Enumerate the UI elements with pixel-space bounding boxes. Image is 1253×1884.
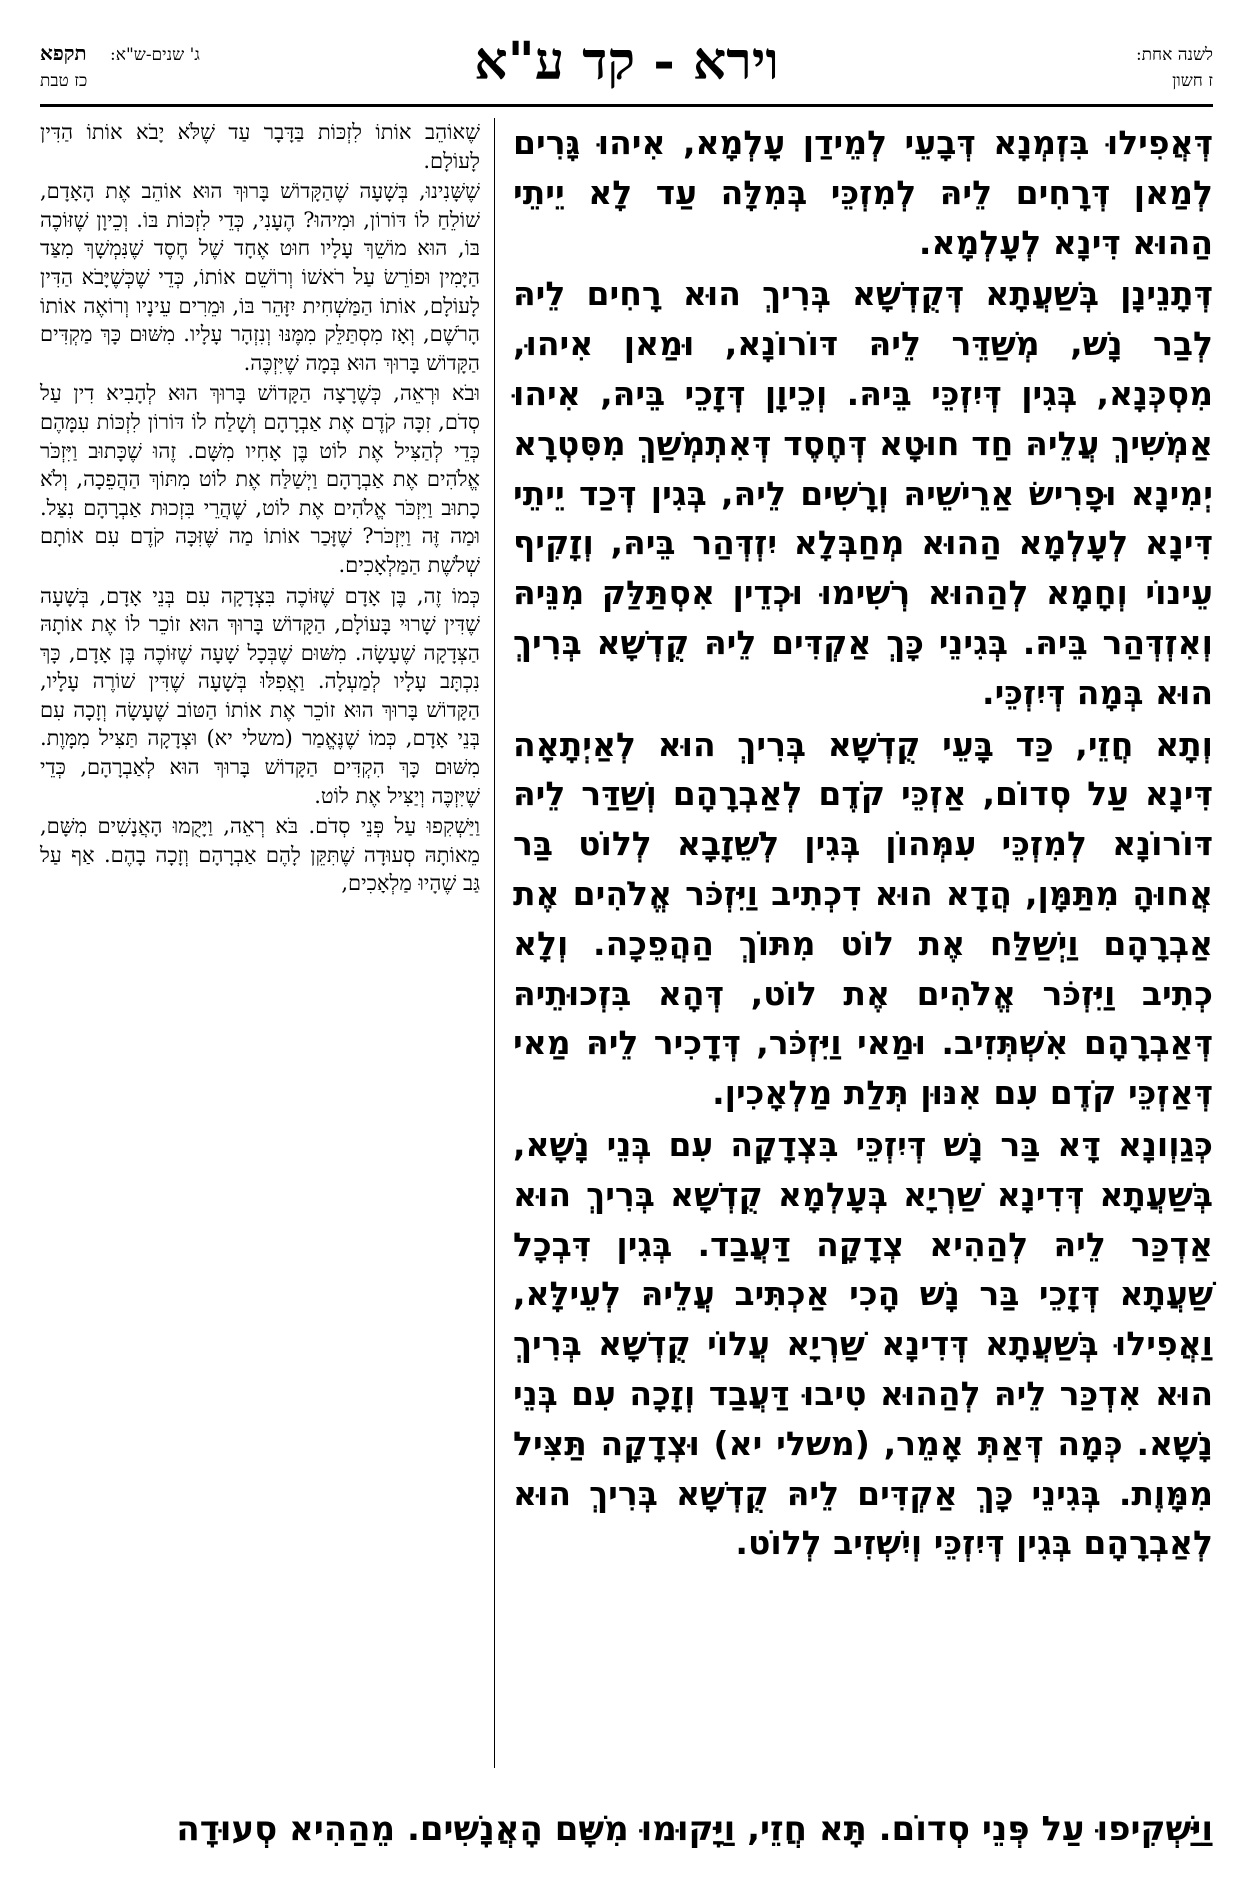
continuation-line: וַיַּשְׁקִיפוּ עַל פְּנֵי סְדוֹם. תָּא חֲזֵי, וַיָּקוּמוּ מִשָּׁם הָאֲנָשִׁים. מֵהַהִיא סְעוּדָה	[176, 1809, 1213, 1849]
aramaic-text-column	[513, 118, 1213, 1758]
schedule-label: לשנה אחת:	[1135, 45, 1213, 65]
paragraph: דְּתָנֵינָן בְּשַׁעֲתָא דְּקֻדְשָׁא בְּרִיךְ הוּא רָחִים לֵיהּ לְבַר נָשׁ, מְשַׁדֵּר לֵיהּ דּוֹרוֹנָא, וּמַאן אִיהוּ, מִסְכְּנָא, בְּגִין דְּיִזְכֵּי בֵּיהּ. וְכֵיוָן דְּזָכֵי בֵּיהּ, אִיהוּ אַמְשִׁיךְ עֲלֵיהּ חַד חוּטָא דְּחֶסֶד דְּאִתְמְשַׁךְ מִסִּטְרָא יְמִינָא וּפָרִישׂ אַרֵישֵׁיהּ וְרָשִׁים לֵיהּ, בְּגִין דְּכַד יֵיתֵי דִּינָא לְעָלְמָא הַהוּא מְחַבְּלָא יִזְדְּהַר בֵּיהּ, וְזָקִיף עֵינוֹי וְחָמָא לְהַהוּא רְשִׁימוּ וּכְדֵין אִסְתַּלַּק מִנֵּיהּ וְאִזְדְּהַר בֵּיהּ. בְּגִינֵי כָּךְ אַקְדִּים לֵיהּ קֻדְשָׁא בְּרִיךְ הוּא בְּמָה דְּיִזְכֵּי.	[513, 274, 1213, 712]
column-divider	[494, 118, 495, 1768]
paragraph: שֶׁשָּׁנִינוּ, בְּשָׁעָה שֶׁהַקָּדוֹשׁ בָּרוּךְ הוּא אוֹהֵב אֶת הָאָדָם, שׁוֹלֵחַ לוֹ דּוֹרוֹן, וּמִיהוּ? הֶעָנִי, כְּדֵי לִזְכּוֹת בּוֹ. וְכֵיוָן שֶׁזּוֹכֶה בּוֹ, הוּא מוֹשֵׁךְ עָלָיו חוּט אֶחָד שֶׁל חֶסֶד שֶׁנִּמְשָׁךְ מִצַּד הַיָּמִין וּפוֹרֵשׂ עַל רֹאשׁוֹ וְרוֹשֵׁם אוֹתוֹ, כְּדֵי שֶׁכְּשֶׁיָּבֹא הַדִּין לָעוֹלָם, אוֹתוֹ הַמַּשְׁחִית יִזָּהֵר בּוֹ, וּמֵרִים עֵינָיו וְרוֹאֶה אוֹתוֹ הָרֹשֶׁם, וְאָז מִסְתַּלֵּק מִמֶּנּוּ וְנִזְהָר עָלָיו. מִשּׁוּם כָּךְ מַקְדִּים הַקָּדוֹשׁ בָּרוּךְ הוּא בְּמָה שֶׁיִּזְכֶּה.	[40, 179, 480, 375]
hebrew-translation-column	[40, 118, 480, 1758]
schedule-date: כז טבת	[40, 71, 88, 91]
paragraph: כְּמוֹ זֶה, בֶּן אָדָם שֶׁזּוֹכֶה בִּצְדָקָה עִם בְּנֵי אָדָם, בְּשָׁעָה שֶׁדִּין שָׁרוּי בָּעוֹלָם, הַקָּדוֹשׁ בָּרוּךְ הוּא זוֹכֵר לוֹ אֶת אוֹתָהּ הַצְּדָקָה שֶׁעָשָׂה. מִשּׁוּם שֶׁבְּכָל שָׁעָה שֶׁזּוֹכֶה בֶּן אָדָם, כָּךְ נִכְתָּב עָלָיו לְמַעְלָה. וַאֲפִלּוּ בְּשָׁעָה שֶׁדִּין שׁוֹרֶה עָלָיו, הַקָּדוֹשׁ בָּרוּךְ הוּא זוֹכֵר אֶת אוֹתוֹ הַטּוֹב שֶׁעָשָׂה וְזָכָה עִם בְּנֵי אָדָם, כְּמוֹ שֶׁנֶּאֱמַר (משלי יא) וּצְדָקָה תַּצִּיל מִמָּוֶת. מִשּׁוּם כָּךְ הִקְדִּים הַקָּדוֹשׁ בָּרוּךְ הוּא לְאַבְרָהָם, כְּדֵי שֶׁיִּזְכֶּה וְיַצִּיל אֶת לוֹט.	[40, 583, 480, 808]
header-rule	[40, 104, 1213, 107]
schedule-date: ז חשון	[1172, 71, 1213, 91]
paragraph: וּבֹא וּרְאֵה, כְּשֶׁרָצָה הַקָּדוֹשׁ בָּרוּךְ הוּא לְהָבִיא דִין עַל סְדֹם, זִכָּה קֹדֶם אֶת אַבְרָהָם וְשָׁלַח לוֹ דּוֹרוֹן לִזְכּוֹת עִמָּהֶם כְּדֵי לְהַצִּיל אֶת לוֹט בֶּן אָחִיו מִשָּׁם. זֶהוּ שֶׁכָּתוּב וַיִּזְכֹּר אֱלֹהִים אֶת אַבְרָהָם וַיְשַׁלַּח אֶת לוֹט מִתּוֹךְ הַהֲפֵכָה, וְלֹא כָתוּב וַיִּזְכֹּר אֱלֹהִים אֶת לוֹט, שֶׁהֲרֵי בִּזְכוּת אַבְרָהָם נִצַּל. וּמַה זֶּה וַיִּזְכֹּר? שֶׁזָּכַר אוֹתוֹ מַה שֶּׁזִּכָּה קֹדֶם עִם אוֹתָם שְׁלֹשֶׁת הַמַּלְאָכִים.	[40, 381, 480, 577]
paragraph: שֶׁאוֹהֵב אוֹתוֹ לִזְכּוֹת בַּדָּבָר עַד שֶׁלֹּא יָבֹא אוֹתוֹ הַדִּין לָעוֹלָם.	[40, 120, 480, 173]
paragraph: וַיַּשְׁקִפוּ עַל פְּנֵי סְדֹם. בֹּא רְאֵה, וַיָּקֻמוּ הָאֲנָשִׁים מִשָּׁם, מֵאוֹתָהּ סְעוּדָה שֶׁתִּקֵּן לָהֶם אַבְרָהָם וְזָכָה בָהֶם. אַף עַל גַּב שֶׁהָיוּ מַלְאָכִים,	[40, 814, 480, 896]
schedule-one-year	[1136, 42, 1213, 94]
paragraph: כְּגַוְונָא דָּא בַּר נָשׁ דְּיִזְכֵּי בִּצְדָקָה עִם בְּנֵי נָשָׁא, בְּשַׁעֲתָא דְּדִינָא שַׁרְיָא בְּעָלְמָא קֻדְשָׁא בְּרִיךְ הוּא אַדְכַּר לֵיהּ לְהַהִיא צְדָקָה דַּעֲבַד. בְּגִין דִּבְכָל שַׁעֲתָא דְּזָכֵי בַּר נָשׁ הָכִי אַכְתִּיב עֲלֵיהּ לְעֵילָּא, וַאֲפִילוּ בְּשַׁעֲתָא דְּדִינָא שַׁרְיָא עֲלוֹי קֻדְשָׁא בְּרִיךְ הוּא אִדְכַּר לֵיהּ לְהַהוּא טִיבוּ דַּעֲבַד וְזָכָה עִם בְּנֵי נָשָׁא. כְּמָה דְּאַתְּ אָמֵר, (משלי יא) וּצְדָקָה תַּצִּיל מִמָּוֶת. בְּגִינֵי כָּךְ אַקְדִּים לֵיהּ קֻדְשָׁא בְּרִיךְ הוּא לְאַבְרָהָם בְּגִין דְּיִזְכֵּי וְיִשְׁזִיב לְלוֹט.	[513, 1124, 1213, 1563]
schedule-three-years	[40, 40, 200, 94]
page-title: וירא - קד ע"א	[474, 31, 779, 92]
page-header	[40, 32, 1213, 102]
schedule-label: ג' שנים-ש"א:	[110, 45, 200, 65]
page-number: תקפא	[40, 41, 87, 65]
paragraph: דְּאֲפִילוּ בִּזְמְנָא דְּבָעֵי לְמֵידַן עָלְמָא, אִיהוּ גָּרִים לְמַאן דְּרָחִים לֵיהּ לְמִזְכֵּי בְּמִלָּה עַד לָא יֵיתֵי הַהוּא דִּינָא לְעָלְמָא.	[513, 123, 1213, 262]
paragraph: וְתָא חֲזֵי, כַּד בָּעֵי קֻדְשָׁא בְּרִיךְ הוּא לְאַיְתָאָה דִּינָא עַל סְדוֹם, אַזְכֵּי קֹדֶם לְאַבְרָהָם וְשַׁדַּר לֵיהּ דּוֹרוֹנָא לְמִזְכֵּי עִמְּהוֹן בְּגִין לְשֵׁזָבָא לְלוֹט בַּר אֲחוּהָ מִתַּמָּן, הֲדָא הוּא דִכְתִיב וַיִּזְכֹּר אֱלֹהִים אֶת אַבְרָהָם וַיְשַׁלַּח אֶת לוֹט מִתּוֹךְ הַהֲפֵכָה. וְלָא כְתִיב וַיִּזְכֹּר אֱלֹהִים אֶת לוֹט, דְּהָא בִּזְכוּתֵיהּ דְּאַבְרָהָם אִשְׁתְּזִיב. וּמַאי וַיִּזְכֹּר, דְּדָכִיר לֵיהּ מַאי דְּאַזְכֵּי קֹדֶם עִם אִנּוּן תְּלַת מַלְאָכִין.	[513, 724, 1213, 1113]
